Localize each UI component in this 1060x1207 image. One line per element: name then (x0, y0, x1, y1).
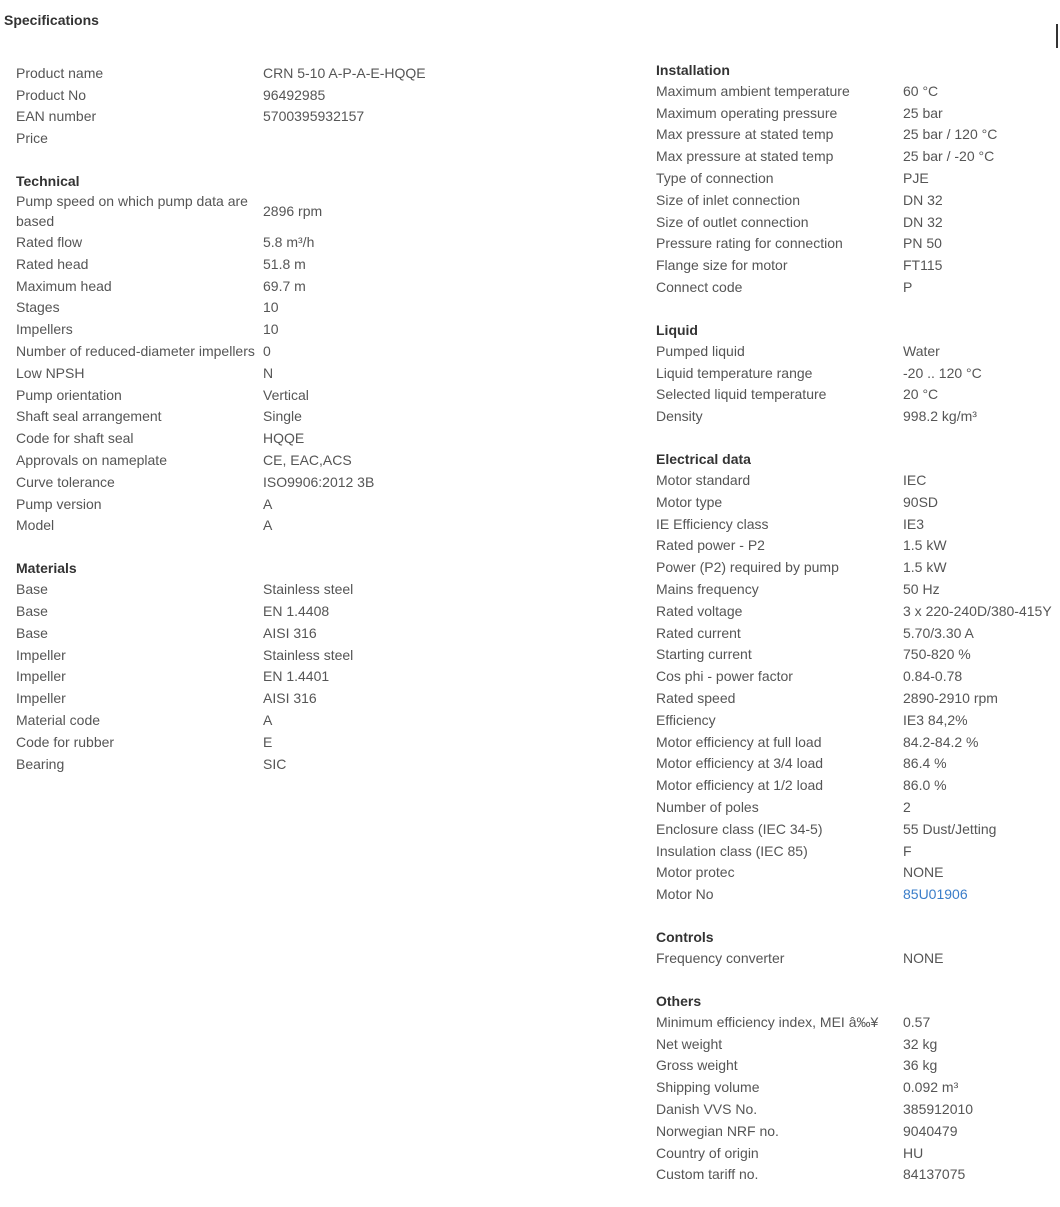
spec-row (656, 731, 1060, 753)
spec-row (16, 471, 456, 493)
spec-row (656, 513, 1060, 535)
spec-value: PJE (903, 170, 929, 187)
spec-row (656, 362, 1060, 384)
spec-label: Code for shaft seal (16, 430, 134, 447)
spec-value: NONE (903, 949, 944, 966)
spec-row (16, 362, 456, 384)
spec-value: ISO9906:2012 3B (263, 473, 375, 490)
spec-value: IE3 84,2% (903, 711, 968, 728)
spec-label: Rated voltage (656, 602, 743, 619)
spec-value: FT115 (903, 257, 943, 274)
spec-row (16, 493, 456, 515)
spec-label: Curve tolerance (16, 473, 115, 490)
spec-label: Code for rubber (16, 733, 115, 750)
spec-label: Danish VVS No. (656, 1100, 758, 1117)
spec-label: Motor efficiency at full load (656, 733, 822, 750)
spec-value: 5.8 m³/h (263, 234, 315, 251)
left-spec-column (16, 62, 456, 797)
spec-row (16, 297, 456, 319)
spec-value: 750-820 % (903, 646, 971, 663)
section-title: Controls (656, 929, 714, 946)
spec-label: Connect code (656, 279, 743, 296)
spec-value: 25 bar (903, 104, 943, 121)
spec-row (656, 276, 1060, 298)
spec-label: Maximum operating pressure (656, 104, 838, 121)
spec-row (656, 1098, 1060, 1120)
spec-label: Low NPSH (16, 364, 85, 381)
spec-value: P (903, 279, 913, 296)
spec-label: Max pressure at stated temp (656, 148, 834, 165)
spec-value: 1.5 kW (903, 559, 947, 576)
spec-label: Motor type (656, 493, 723, 510)
scrollbar-thumb[interactable] (1056, 24, 1058, 48)
spec-section-materials (16, 558, 456, 774)
spec-row (656, 145, 1060, 167)
spec-value: 84137075 (903, 1166, 966, 1183)
spec-value: Vertical (263, 386, 309, 403)
spec-row (656, 1120, 1060, 1142)
spec-value: 84.2-84.2 % (903, 733, 979, 750)
spec-value: CRN 5-10 A-P-A-E-HQQE (263, 64, 426, 81)
section-title: Installation (656, 62, 730, 78)
spec-label: Norwegian NRF no. (656, 1122, 779, 1139)
spec-label: Material code (16, 712, 101, 729)
spec-row (16, 106, 456, 128)
spec-label: Pumped liquid (656, 342, 745, 359)
spec-section-general (16, 62, 456, 149)
spec-value: PN 50 (903, 235, 942, 252)
spec-value: 36 kg (903, 1057, 938, 1074)
spec-label: Starting current (656, 646, 752, 663)
spec-value: 9040479 (903, 1122, 958, 1139)
spec-label: Power (P2) required by pump (656, 559, 839, 576)
spec-label: Pump orientation (16, 386, 122, 403)
spec-value: 50 Hz (903, 581, 940, 598)
spec-label: Flange size for motor (656, 257, 788, 274)
spec-value: AISI 316 (263, 624, 317, 641)
spec-label: Shaft seal arrangement (16, 408, 162, 425)
spec-row (16, 753, 456, 775)
spec-row (656, 102, 1060, 124)
spec-row (656, 535, 1060, 557)
spec-label: Base (16, 624, 48, 641)
spec-row (16, 600, 456, 622)
spec-row (656, 796, 1060, 818)
spec-row (656, 687, 1060, 709)
spec-label: Minimum efficiency index, MEI â‰¥ (656, 1013, 879, 1030)
spec-label: Maximum ambient temperature (656, 82, 850, 99)
spec-label: Custom tariff no. (656, 1166, 759, 1183)
spec-row (656, 753, 1060, 775)
spec-row (656, 233, 1060, 255)
spec-value: IEC (903, 472, 927, 489)
spec-label: Impeller (16, 646, 66, 663)
spec-value: CE, EAC,ACS (263, 452, 352, 469)
spec-value: HQQE (263, 430, 305, 447)
spec-label: Product name (16, 64, 104, 81)
spec-row (656, 1011, 1060, 1033)
spec-label: Country of origin (656, 1144, 759, 1161)
spec-value: 60 °C (903, 82, 939, 99)
spec-label: Pressure rating for connection (656, 235, 843, 252)
spec-value: 5700395932157 (263, 108, 365, 125)
spec-label: Impeller (16, 690, 66, 707)
spec-value: 20 °C (903, 386, 939, 403)
spec-row (16, 709, 456, 731)
spec-value: EN 1.4408 (263, 603, 330, 620)
spec-value: NONE (903, 864, 944, 881)
spec-value: 5.70/3.30 A (903, 624, 974, 641)
spec-value: 51.8 m (263, 255, 306, 272)
spec-value: 25 bar / 120 °C (903, 126, 998, 143)
spec-label: Motor standard (656, 472, 751, 489)
spec-label: Size of inlet connection (656, 191, 800, 208)
section-title: Liquid (656, 321, 698, 338)
spec-label: Number of reduced-diameter impellers (16, 343, 255, 360)
section-title: Technical (16, 173, 80, 190)
spec-row (656, 862, 1060, 884)
spec-value: 96492985 (263, 86, 326, 103)
spec-row (656, 600, 1060, 622)
spec-label: Size of outlet connection (656, 213, 809, 230)
spec-value: 3 x 220-240D/380-415Y (903, 602, 1052, 619)
spec-label: Rated current (656, 624, 741, 641)
spec-row (656, 384, 1060, 406)
section-title: Others (656, 992, 702, 1009)
spec-value: A (263, 495, 273, 512)
spec-row (656, 622, 1060, 644)
spec-row (16, 427, 456, 449)
spec-row (656, 340, 1060, 362)
spec-value: 86.0 % (903, 777, 947, 794)
spec-value: 86.4 % (903, 755, 947, 772)
spec-label: Frequency converter (656, 949, 785, 966)
spec-label: Motor efficiency at 1/2 load (656, 777, 824, 794)
spec-label: Gross weight (656, 1057, 738, 1074)
spec-row (656, 644, 1060, 666)
spec-value: 10 (263, 321, 279, 338)
spec-section-electrical-data (656, 449, 1060, 905)
spec-label: Motor protec (656, 864, 735, 881)
spec-row (656, 883, 1060, 905)
spec-value: DN 32 (903, 191, 943, 208)
spec-label: Rated power - P2 (656, 537, 765, 554)
spec-label: Base (16, 581, 48, 598)
section-title: Electrical data (656, 451, 751, 468)
spec-value: IE3 (903, 515, 925, 532)
spec-row (16, 515, 456, 537)
spec-row (16, 340, 456, 362)
spec-label: Price (16, 130, 48, 147)
spec-value: DN 32 (903, 213, 943, 230)
spec-label: Approvals on nameplate (16, 452, 167, 469)
spec-label: Rated flow (16, 234, 83, 251)
spec-section-controls (656, 927, 1060, 969)
spec-section-technical (16, 171, 456, 536)
right-spec-column (656, 60, 1060, 1207)
spec-row (656, 709, 1060, 731)
spec-value: -20 .. 120 °C (903, 364, 982, 381)
spec-value: 2896 rpm (263, 203, 323, 220)
spec-label: Model (16, 517, 55, 534)
spec-label: Impellers (16, 321, 73, 338)
spec-value: HU (903, 1144, 924, 1161)
spec-section-installation (656, 60, 1060, 298)
spec-value: N (263, 364, 274, 381)
spec-value: 69.7 m (263, 277, 306, 294)
spec-label: Maximum head (16, 277, 112, 294)
spec-value: Stainless steel (263, 646, 354, 663)
spec-row (656, 211, 1060, 233)
spec-value: Single (263, 408, 302, 425)
spec-value: 385912010 (903, 1100, 974, 1117)
spec-label: IE Efficiency class (656, 515, 769, 532)
spec-label: Pump speed on which pump data are based (16, 193, 248, 230)
spec-value: Stainless steel (263, 581, 354, 598)
spec-row (656, 80, 1060, 102)
spec-row (16, 687, 456, 709)
spec-row (656, 818, 1060, 840)
spec-row (16, 191, 456, 231)
spec-label: Base (16, 603, 48, 620)
spec-value: F (903, 842, 912, 859)
spec-value: A (263, 517, 273, 534)
spec-row (656, 1033, 1060, 1055)
spec-value: 90SD (903, 493, 939, 510)
spec-row (16, 318, 456, 340)
spec-label: Cos phi - power factor (656, 668, 793, 685)
spec-label: Max pressure at stated temp (656, 126, 834, 143)
spec-value: 0.092 m³ (903, 1079, 959, 1096)
spec-row (656, 1142, 1060, 1164)
spec-row (656, 840, 1060, 862)
spec-row (16, 253, 456, 275)
spec-row (656, 491, 1060, 513)
spec-row (656, 578, 1060, 600)
spec-section-others (656, 991, 1060, 1185)
spec-label: Selected liquid temperature (656, 386, 827, 403)
spec-label: Efficiency (656, 711, 716, 728)
page-title: Specifications (4, 12, 99, 28)
spec-row (16, 384, 456, 406)
spec-value: A (263, 712, 273, 729)
spec-label: Stages (16, 299, 60, 316)
spec-row (16, 406, 456, 428)
spec-label: EAN number (16, 108, 97, 125)
spec-value: 2 (903, 799, 911, 815)
spec-label: Motor No (656, 886, 714, 903)
spec-row (16, 449, 456, 471)
spec-row (656, 1076, 1060, 1098)
spec-row (656, 665, 1060, 687)
spec-row (16, 127, 456, 149)
spec-row (656, 774, 1060, 796)
spec-value: 32 kg (903, 1035, 938, 1052)
spec-value: SIC (263, 755, 287, 772)
spec-row (656, 405, 1060, 427)
spec-label: Mains frequency (656, 581, 759, 598)
spec-label: Product No (16, 86, 87, 103)
spec-value: 2890-2910 rpm (903, 690, 998, 707)
spec-row (16, 62, 456, 84)
spec-label: Rated head (16, 255, 89, 272)
spec-value: 1.5 kW (903, 537, 947, 554)
spec-label: Liquid temperature range (656, 364, 813, 381)
spec-row (16, 731, 456, 753)
spec-label: Insulation class (IEC 85) (656, 842, 808, 859)
spec-row (16, 578, 456, 600)
section-title: Materials (16, 560, 77, 577)
spec-row (16, 644, 456, 666)
spec-value: 55 Dust/Jetting (903, 820, 997, 837)
spec-row (656, 167, 1060, 189)
spec-row (656, 469, 1060, 491)
motor-number-link[interactable]: 85U01906 (903, 886, 968, 903)
spec-row (656, 947, 1060, 969)
spec-label: Number of poles (656, 799, 759, 815)
spec-row (656, 189, 1060, 211)
spec-row (16, 231, 456, 253)
spec-label: Bearing (16, 755, 65, 772)
spec-label: Net weight (656, 1035, 723, 1052)
spec-value: 10 (263, 299, 279, 316)
spec-label: Enclosure class (IEC 34-5) (656, 820, 823, 837)
spec-value: 998.2 kg/m³ (903, 408, 977, 425)
spec-row (656, 254, 1060, 276)
spec-row (16, 666, 456, 688)
spec-label: Motor efficiency at 3/4 load (656, 755, 824, 772)
spec-value: E (263, 733, 273, 750)
spec-row (656, 124, 1060, 146)
spec-row (16, 84, 456, 106)
spec-label: Density (656, 408, 703, 425)
spec-row (16, 275, 456, 297)
spec-label: Shipping volume (656, 1079, 760, 1096)
spec-row (656, 556, 1060, 578)
spec-value: 0 (263, 343, 271, 360)
spec-section-liquid (656, 320, 1060, 427)
spec-value: Water (903, 342, 940, 359)
spec-label: Rated speed (656, 690, 736, 707)
spec-value: AISI 316 (263, 690, 317, 707)
spec-label: Impeller (16, 668, 66, 685)
spec-label: Type of connection (656, 170, 774, 187)
spec-label: Pump version (16, 495, 102, 512)
spec-value: 25 bar / -20 °C (903, 148, 995, 165)
spec-value: 0.57 (903, 1013, 931, 1030)
spec-row (656, 1054, 1060, 1076)
spec-row (16, 622, 456, 644)
spec-row (656, 1163, 1060, 1185)
spec-value: 0.84-0.78 (903, 668, 963, 685)
spec-value: EN 1.4401 (263, 668, 330, 685)
